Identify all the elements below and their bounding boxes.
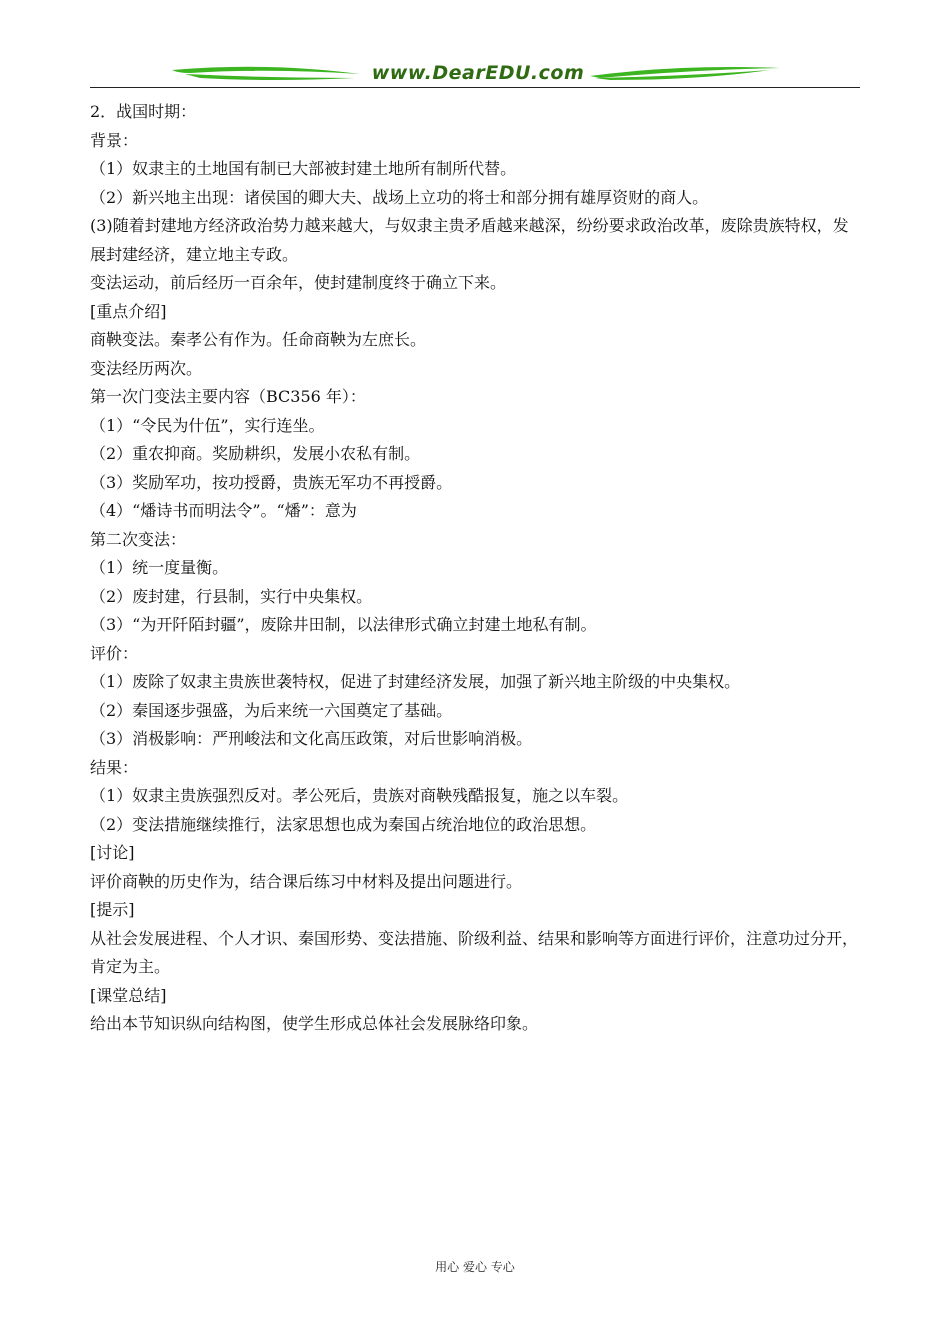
list-item: （1）奴隶主贵族强烈反对。孝公死后，贵族对商鞅残酷报复，施之以车裂。 (90, 786, 629, 805)
list-item: （2）变法措施继续推行，法家思想也成为秦国占统治地位的政治思想。 (90, 814, 597, 834)
paragraph-wrapped: (3)随着封建地方经济政治势力越来越大，与奴隶主贵矛盾越来越深，纷纷要求政治改革，废除贵族特权，发展封建经济，建立地主专政。 (90, 216, 849, 264)
list-item: （1）“令民为什伍”，实行连坐。 (90, 415, 325, 435)
list-item: （1）统一度量衡。 (90, 558, 229, 577)
paragraph-line: 第一次门变法主要内容（BC356 年）： (90, 387, 366, 406)
list-item: （2）秦国逐步强盛，为后来统一六国奠定了基础。 (90, 700, 453, 720)
subheading: 结果： (90, 757, 139, 777)
list-item: （3）奖励军功，按功授爵，贵族无军功不再授爵。 (90, 472, 453, 492)
paragraph-line: 变法经历两次。 (90, 358, 203, 378)
list-item: （2）重农抑商。奖励耕织，发展小农私有制。 (90, 444, 421, 463)
list-item: （4）“燔诗书而明法令”。“燔”：意为 (90, 501, 357, 520)
list-item: （2）废封建，行县制，实行中央集权。 (90, 586, 373, 606)
subheading-background: 背景： (90, 130, 139, 150)
bracket-heading: [提示] (90, 900, 135, 919)
document-body (90, 98, 860, 1039)
paragraph-line: 变法运动，前后经历一百余年，使封建制度终于确立下来。 (90, 273, 507, 292)
paragraph-line: （1）奴隶主的土地国有制已大部被封建土地所有制所代替。 (90, 159, 517, 178)
paragraph-line: 给出本节知识纵向结构图，使学生形成总体社会发展脉络印象。 (90, 1014, 539, 1033)
bracket-heading: [课堂总结] (90, 985, 167, 1005)
site-header (90, 56, 860, 90)
section-heading: 2．战国时期： (90, 102, 197, 121)
list-item: （1）废除了奴隶主贵族世袭特权，促进了封建经济发展，加强了新兴地主阶级的中央集权。 (90, 672, 741, 691)
site-logo-text: www.DearEDU.com (371, 62, 585, 84)
bracket-heading: [讨论] (90, 843, 135, 862)
page-footer: 用心 爱心 专心 (435, 1260, 515, 1274)
paragraph-line: 商鞅变法。秦孝公有作为。任命商鞅为左庶长。 (90, 330, 427, 349)
paragraph-line: （2）新兴地主出现：诸侯国的卿大夫、战场上立功的将士和部分拥有雄厚资财的商人。 (90, 187, 709, 207)
list-item: （3）“为开阡陌封疆”，废除井田制，以法律形式确立封建土地私有制。 (90, 615, 597, 634)
paragraph-wrapped: 从社会发展进程、个人才识、秦国形势、变法措施、阶级利益、结果和影响等方面进行评价，注意功过分开，肯定为主。 (90, 928, 859, 976)
bracket-heading: [重点介绍] (90, 301, 167, 321)
subheading: 第二次变法： (90, 529, 187, 549)
list-item: （3）消极影响：严刑峻法和文化高压政策，对后世影响消极。 (90, 729, 533, 748)
paragraph-line: 评价商鞅的历史作为，结合课后练习中材料及提出问题进行。 (90, 871, 523, 891)
subheading: 评价： (90, 643, 139, 663)
header-divider (90, 87, 860, 88)
